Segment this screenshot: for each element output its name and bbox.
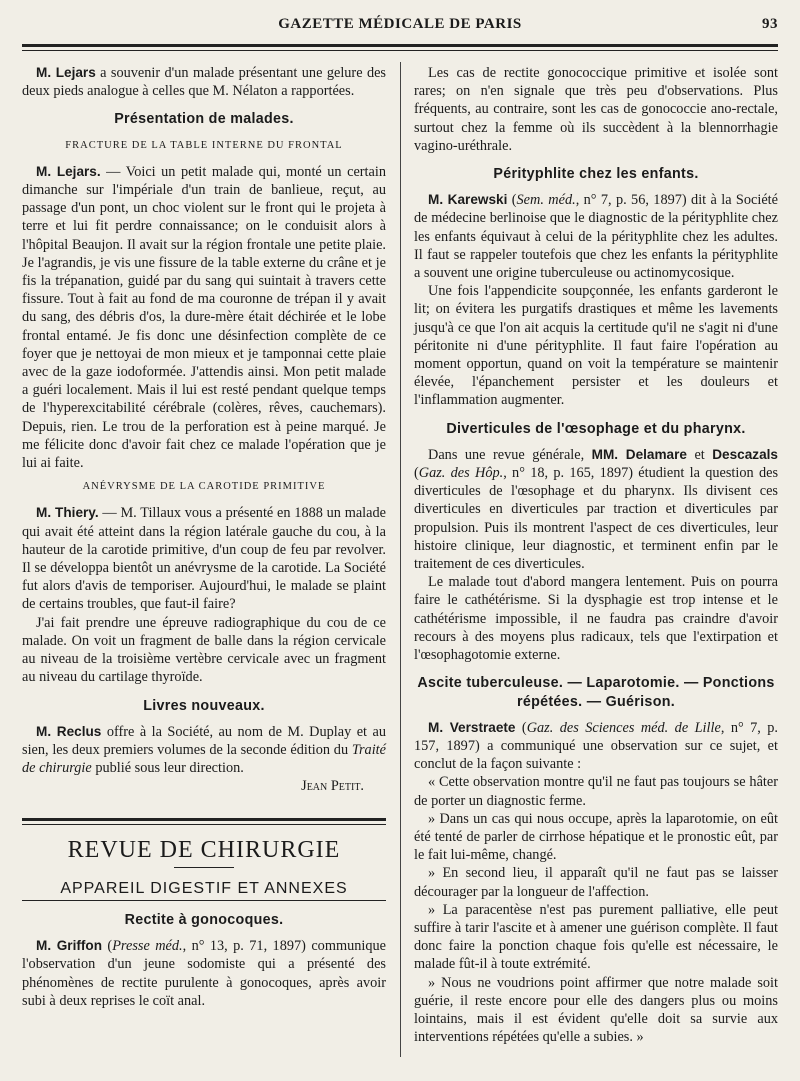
reference-journal: Sem. méd. <box>516 192 576 209</box>
quote-paragraph: » Nous ne voudrions point affirmer que notre malade soit guérie, il reste encore pour elle des dangers plus ou moins lointains, mais il est évident qu'elle doit sa survie aux interventions répétées qu'elle a subies. » <box>414 974 778 1046</box>
paragraph-text: — Voici un petit malade qui, monté un certain dimanche sur l'impériale d'un train de banlieue, reçut, au passage d'un pont, un choc violent sur le front qui le projeta à terre et lui fit perdre connaissance; on le conduisit alors à l'hôpital Beaujon. Il avait sur la région frontale une petite plaie. Je l'agrandis, je vis une fissure de la table externe du crâne et je fis la trépanation, guidé par du sang qui suintait à travers cette fissure. Tout à fait au fond de ma couronne de trépan il y avait du sang, des débris d'os, la dure-mère était déchirée et le lobe frontal entamé. Je fis donc une désinfection complète de ce foyer que je nettoyai de mon mieux et je tamponnai cette plaie avec de la gaze iodoformée. J'attendis ainsi. Mon petit malade a guéri localement. Mais il lui est resté pendant quelque temps de l'hyperexcitabilité cérébrale (colères, rêves, cauchemars). Depuis, rien. Le trou de la perforation est à peine marqué. Je me félicite donc d'avoir fait chez ce malade l'opération que je lui ai faite. <box>22 163 386 472</box>
author-name: M. Verstraete <box>428 719 516 735</box>
reference-journal: Presse méd. <box>112 938 183 955</box>
paragraph-text: ( <box>507 192 517 209</box>
author-name: M. Karewski <box>428 192 508 208</box>
reference-journal: Gaz. des Hôp. <box>418 465 504 482</box>
heading-presentation: Présentation de malades. <box>114 111 294 128</box>
paragraph-reclus <box>22 723 386 778</box>
paragraph-karewski <box>414 191 778 282</box>
paragraph-malade: Le malade tout d'abord mangera lentement. Puis on pourra faire le cathétérisme. Si la dysphagie est trop intense et le cathétérisme impossible, il ne faudra pas craindre d'avoir recours à des moyens plus radicaux, tels que l'extirpation et l'œsophagotomie externe. <box>414 574 778 664</box>
paragraph-text: , n° 7, p. 157, 1897) a communiqué une observation sur ce sujet, et conclut de la façon suivante : <box>414 719 779 773</box>
quote-paragraph: » En second lieu, il apparaît qu'il ne faut pas se laisser décourager par la longueur de l'affection. <box>414 865 778 900</box>
paragraph-verstraete <box>414 719 778 774</box>
revue-title: REVUE DE CHIRURGIE <box>67 836 341 863</box>
paragraph-appendicite: Une fois l'appendicite soupçonnée, les enfants garderont le lit; on évitera les purgatifs drastiques et même les lavements jusqu'à ce que l'on ait acquis la certitude qu'il ne s'agit ni d'une péritonite ni d'une pérityphlite. Il faut faire l'opération au moment opportun, quand on voit la température se maintenir élevée, l'épanchement persister et les douleurs et l'inflammation augmenter. <box>414 283 778 409</box>
paragraph-text: , n° 13, p. 71, 1897) <box>182 938 306 955</box>
book-title: Traité de chirurgie <box>22 741 386 777</box>
paragraph-text: ( <box>515 719 527 736</box>
paragraph-text: a souvenir d'un malade présentant une gelure des deux pieds analogue à celles que M. Nélaton a rapportées. <box>22 65 386 100</box>
right-column <box>414 64 778 1046</box>
short-rule <box>174 867 234 868</box>
author-name: M. Reclus <box>36 723 102 739</box>
paragraph-text: dit à la Société de médecine berlinoise que le diagnostic de la pérityphlite chez les enfants équivaut à celui de la pérityphlite chez les adultes. Il faut se rappeler toutefois que chez les enfants la pérityphlite a souvent une origine tuberculeuse ou actinomycosique. <box>414 192 778 282</box>
paragraph-thiery <box>22 504 386 613</box>
column-divider <box>400 62 401 1057</box>
subheading-anevrysme: ANÉVRYSME DE LA CAROTIDE PRIMITIVE <box>82 481 326 493</box>
paragraph-text: Dans une revue générale, <box>428 446 592 463</box>
heading-ascite: Ascite tuberculeuse. — Laparotomie. — Ponctions répétées. — Guérison. <box>417 675 775 710</box>
page-number: 93 <box>762 16 778 32</box>
paragraph-lejars-fracture <box>22 163 386 472</box>
paragraph-text: communique l'observation d'un jeune sodomiste qui a présenté des phénomènes de rectite purulente à gonocoques, après avoir subi à deux reprises le coït anal. <box>22 938 386 1009</box>
paragraph-text: publié sous leur direction. <box>91 760 244 777</box>
paragraph-text: offre à la Société, au nom de M. Duplay et au sien, les deux premiers volumes de la seconde édition du <box>22 723 386 758</box>
author-name: Descazals <box>712 446 778 462</box>
quote-paragraph: » La paracentèse n'est pas purement palliative, elle peut suffire à tarir l'ascite et à amener une guérison complète. Il faut donc faire la ponction chaque fois qu'elle est nécessaire, le malade fût-il à toute extrémité. <box>414 901 778 973</box>
header-rule <box>22 44 778 51</box>
paragraph-text: , n° 7, p. 56, 1897) <box>575 192 687 209</box>
paragraph-diverticules <box>414 446 778 573</box>
paragraph-text: , n° 18, p. 165, 1897) étudient la question des diverticules de l'œsophage et du pharynx. Ils divisent ces diverticules en diverticules par traction et diverticules par propulsion. Puis ils montrent l'aspect de ces diverticules, leur histoire clinique, leur diagnostic, et terminent enfin par le traitement de ces diverticules. <box>414 465 779 573</box>
author-name: M. Griffon <box>36 938 103 954</box>
paragraph-text: — M. Tillaux vous a présenté en 1888 un malade qui avait été atteint dans la région latérale gauche du cou, à la hauteur de la carotide primitive, d'un coup de feu par revolver. Il se développa bientôt un anévrysme de la carotide. La Société fut alors d'avis de temporiser. Aujourd'hui, le malade se plaint de certains troubles, que faut-il faire? <box>22 505 386 613</box>
running-head <box>22 16 778 36</box>
quote-paragraph: » Dans un cas qui nous occupe, après la laparotomie, on eût été tenté de parler de cirrhose hépatique et le pronostic eût, par le fait lui-même, changé. <box>414 810 778 864</box>
subheading-fracture: FRACTURE DE LA TABLE INTERNE DU FRONTAL <box>65 139 343 151</box>
left-column <box>22 64 386 1010</box>
journal-title: GAZETTE MÉDICALE DE PARIS <box>278 16 522 32</box>
quotation <box>414 773 778 1046</box>
heading-rectite: Rectite à gonocoques. <box>124 911 284 928</box>
reference-journal: Gaz. des Sciences méd. de Lille <box>526 719 721 736</box>
heading-livres: Livres nouveaux. <box>143 697 265 714</box>
section-rule <box>22 818 386 825</box>
quote-paragraph: « Cette observation montre qu'il ne faut pas toujours se hâter de porter un diagnostic ferme. <box>414 774 778 809</box>
paragraph-rectite-cas: Les cas de rectite gonococcique primitive et isolée sont rares; on n'en signale que très peu d'observations. Plus fréquents, au contraire, sont les cas de gonococcie ano-rectale, surtout chez la femme où ils succèdent à la blennorrhagie vagino-uréthrale. <box>414 65 778 154</box>
paragraph-text: et <box>686 446 713 463</box>
heading-diverticules: Diverticules de l'œsophage et du pharynx. <box>446 420 746 437</box>
signature: Jean Petit. <box>301 778 364 795</box>
heading-appareil-digestif: APPAREIL DIGESTIF ET ANNEXES <box>22 880 386 901</box>
paragraph-text: ( <box>102 938 113 955</box>
paragraph-text: ( <box>414 465 419 482</box>
author-name: M. Lejars <box>36 65 96 80</box>
paragraph-lejars-gelure <box>22 64 386 100</box>
author-name: M. Thiery. <box>36 505 99 521</box>
paragraph-griffon <box>22 937 386 1010</box>
heading-perityphlite: Pérityphlite chez les enfants. <box>493 166 699 183</box>
author-name: M. Lejars. <box>36 163 101 179</box>
author-name: MM. Delamare <box>591 446 687 462</box>
paragraph-radiographie: J'ai fait prendre une épreuve radiographique du cou de ce malade. On voit un fragment de balle dans la région cervicale au niveau de la troisième vertèbre cervicale avec un fragment au niveau du cartilage thyroïde. <box>22 614 386 686</box>
